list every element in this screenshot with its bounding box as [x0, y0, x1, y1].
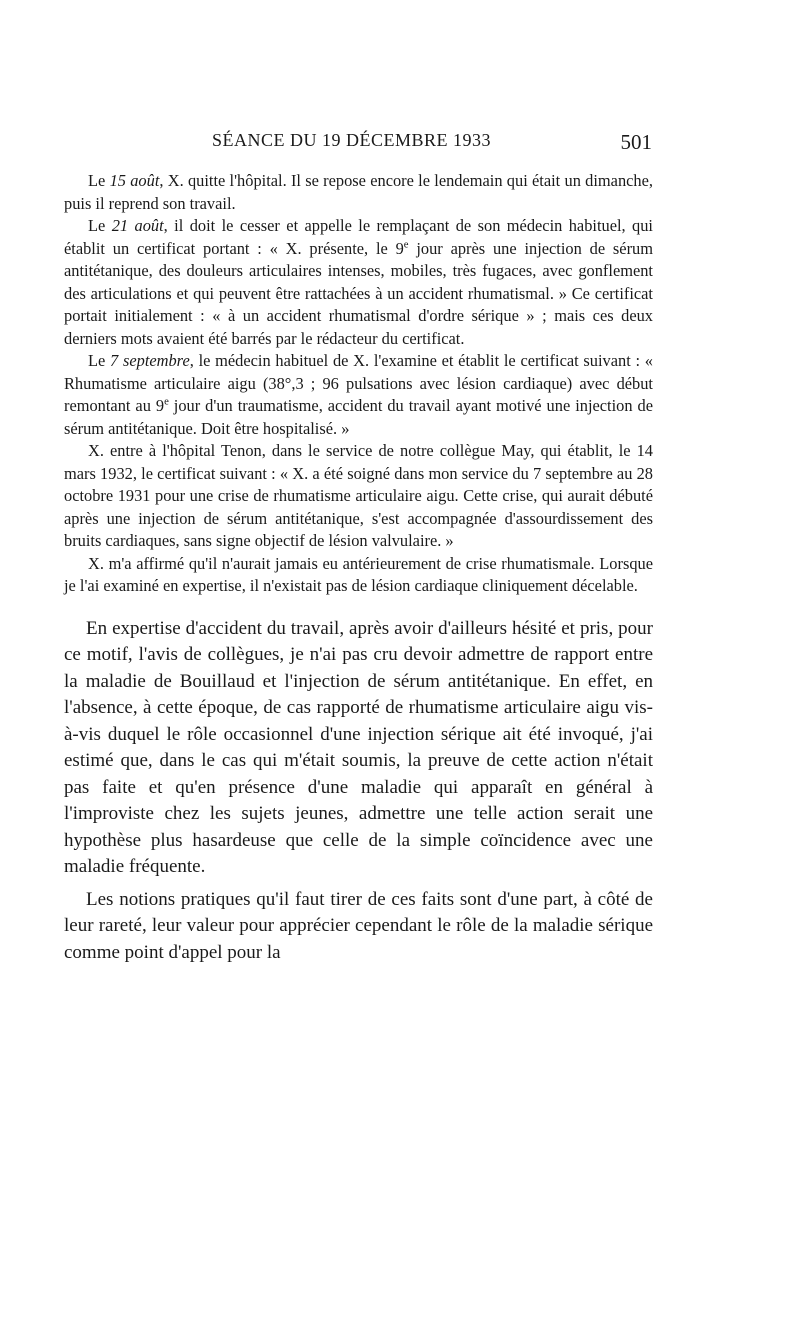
paragraph: Le 21 août, il doit le cesser et appelle le remplaçant de son médecin habituel, qui établit un certificat portant : « X. présente, le 9e jour après une injection de sérum antitétanique, des douleurs articulaires intenses, mobiles, très fugaces, avec gonflement des articulations et qui peuvent être rattachées à un accident rhumatismal. » Ce certificat portait initialement : « à un accident rhumatismal d'ordre sérique » ; mais ces deux derniers mots avaient été barrés par le rédacteur du certificat.: [64, 216, 653, 348]
page-number: 501: [620, 130, 652, 154]
date-emphasis: 7 septembre: [110, 351, 190, 370]
page-body: [64, 170, 653, 966]
paragraph: En expertise d'accident du travail, après avoir d'ailleurs hésité et pris, pour ce motif, l'avis de collègues, je n'ai pas cru devoir admettre de rapport entre la maladie de Bouillaud et l'injection de sérum antitétanique. En effet, en l'absence, à cette époque, de cas rapporté de rhumatisme articulaire aigu vis-à-vis duquel le rôle occasionnel d'une injection sérique ait été invoqué, j'ai estimé que, dans le cas qui m'était soumis, la preuve de cette action n'était pas faite et qu'en présence d'une maladie qui apparaît en général à l'improviste chez les sujets jeunes, admettre une telle action serait une hypothèse plus hasardeuse que celle de la simple coïncidence avec une maladie fréquente.: [64, 617, 653, 877]
ordinal-superscript: e: [403, 239, 409, 251]
running-title: SÉANCE DU 19 DÉCEMBRE 1933: [212, 130, 492, 150]
paragraph: X. entre à l'hôpital Tenon, dans le service de notre collègue May, qui établit, le 14 mars 1932, le certificat suivant : « X. a été soigné dans mon service du 7 septembre au 28 octobre 1931 pour une crise de rhumatisme articulaire aigu. Cette crise, qui aurait débuté après une injection de sérum antitétanique, s'est accompagnée d'assourdissement des bruits cardiaques, sans signe objectif de lésion valvulaire. »: [64, 441, 653, 550]
paragraph: Le 7 septembre, le médecin habituel de X. l'examine et établit le certificat suivant : « Rhumatisme articulaire aigu (38°,3 ; 96 pulsations avec lésion cardiaque) avec début remontant au 9e jour d'un traumatisme, accident du travail ayant motivé une injection de sérum antitétanique. Doit être hospitalisé. »: [64, 351, 653, 438]
case-report-section: [64, 170, 653, 598]
date-emphasis: 15 août: [109, 171, 160, 190]
paragraph: X. m'a affirmé qu'il n'aurait jamais eu antérieurement de crise rhumatismale. Lorsque je l'ai examiné en expertise, il n'existait pas de lésion cardiaque cliniquement décelable.: [64, 553, 653, 595]
paragraph: Les notions pratiques qu'il faut tirer de ces faits sont d'une part, à côté de leur rareté, leur valeur pour apprécier cependant le rôle de la maladie sérique comme point d'appel pour la: [64, 888, 653, 963]
paragraph: Le 15 août, X. quitte l'hôpital. Il se repose encore le lendemain qui était un dimanche, puis il reprend son travail.: [64, 171, 653, 213]
discussion-section: [64, 616, 653, 967]
ordinal-superscript: e: [164, 396, 169, 408]
page-header: [64, 130, 652, 158]
date-emphasis: 21 août: [111, 216, 164, 235]
